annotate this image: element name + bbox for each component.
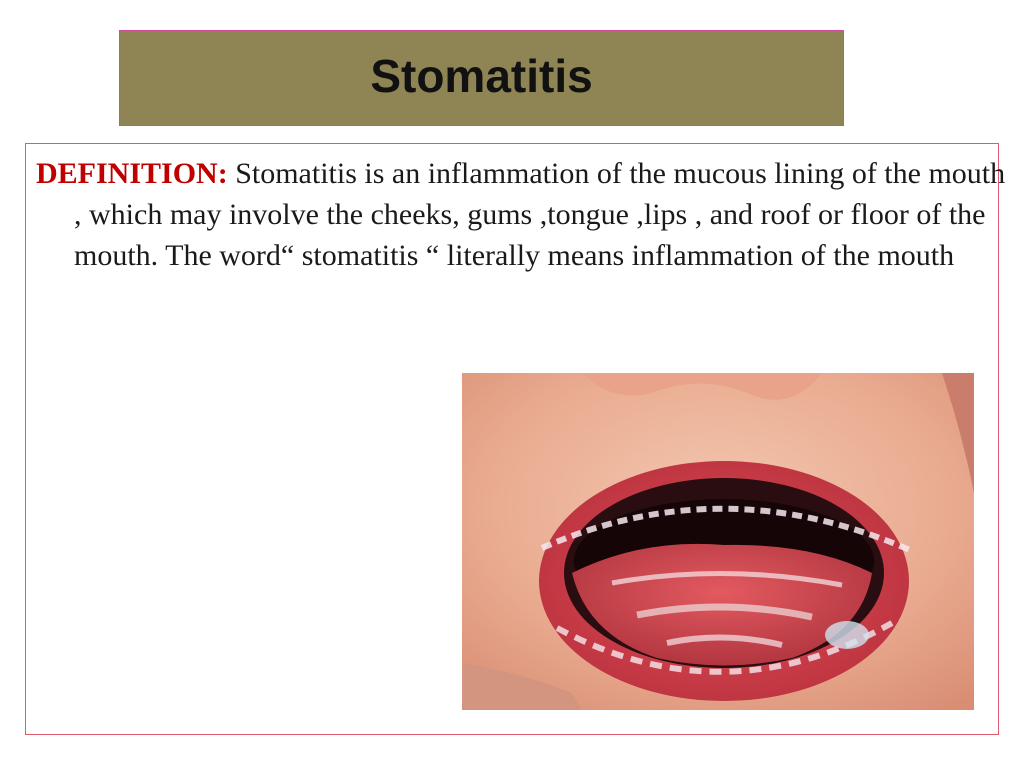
- definition-paragraph: [36, 153, 1019, 276]
- definition-term: DEFINITION:: [36, 157, 228, 190]
- definition-text: Stomatitis is an inflammation of the mucous lining of the mouth , which may involve the cheeks, gums ,tongue ,lips , and roof or floor of the mouth. The word“ stomatitis “ literally means inflammation of the mouth: [74, 157, 1006, 272]
- page-title: Stomatitis: [370, 50, 593, 102]
- title-banner: [119, 30, 844, 126]
- mouth-photo: [462, 373, 974, 710]
- mouth-illustration: [462, 373, 974, 710]
- content-panel: [25, 143, 1006, 735]
